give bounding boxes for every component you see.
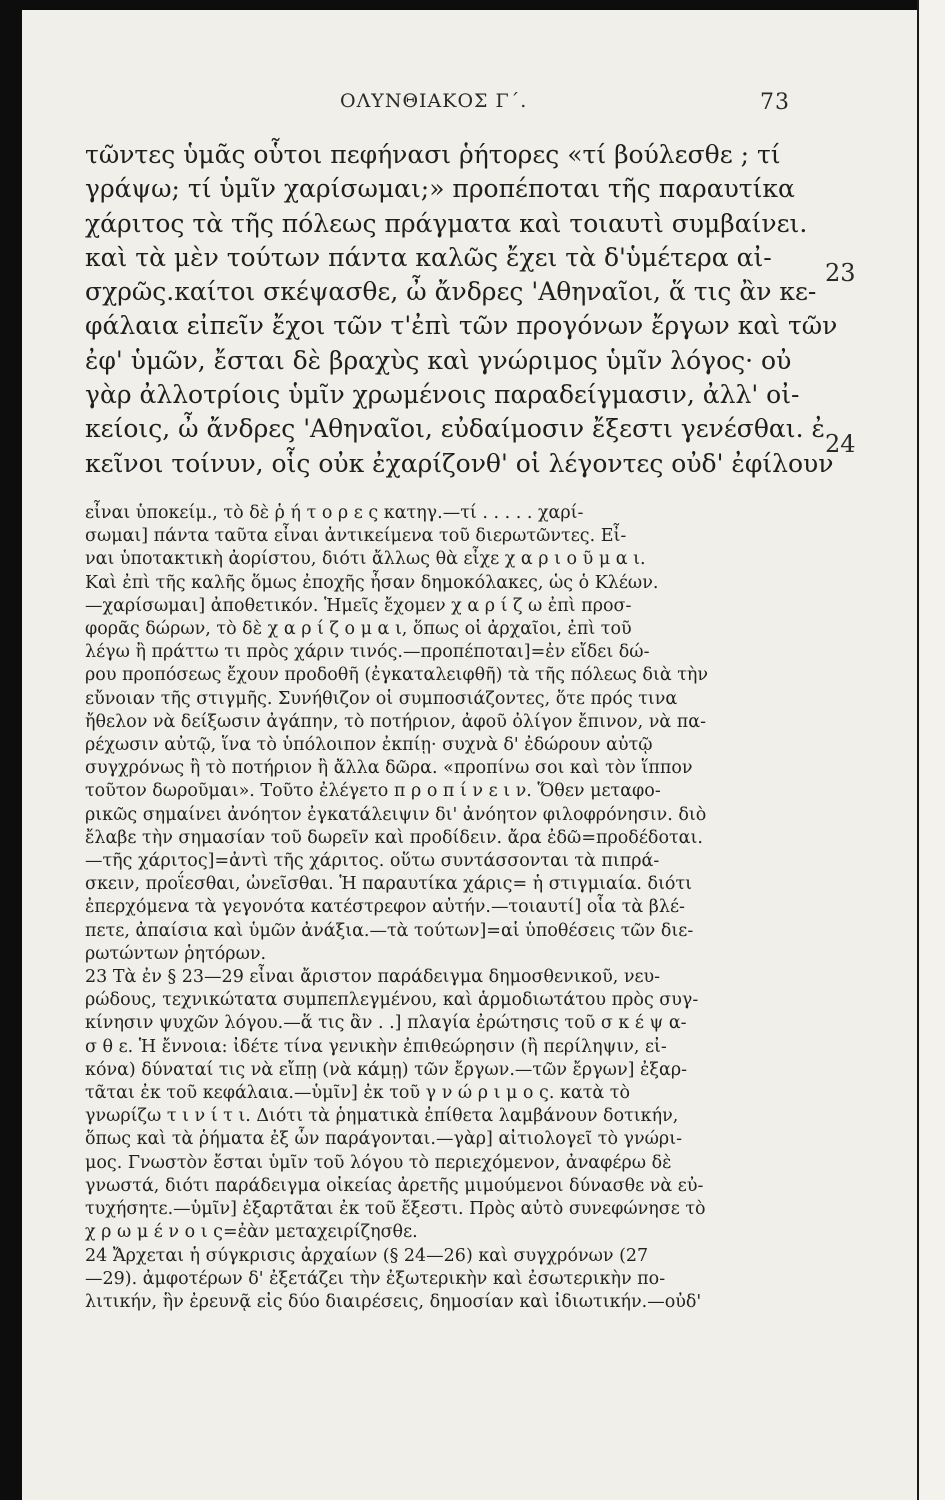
running-title: ΟΛΥΝΘΙΑΚΟΣ Γ΄. [340,90,528,112]
note-line: ναι ὑποτακτικὴ ἀορίστου, διότι ἄλλως θὰ εἶχε χ α ρ ι ο ῦ μ α ι. [85,549,646,570]
note-line: ὅπως καὶ τὰ ῥήματα ἐξ ὧν παράγονται.—γὰρ] αἰτιολογεῖ τὸ γνώρι- [85,1129,682,1150]
running-header [22,90,920,120]
note-line: λιτικήν, ἣν ἐρευνᾷ εἰς δύο διαιρέσεις, δημοσίαν καὶ ἰδιωτικήν.—οὐδ' [85,1291,702,1312]
text-line: καὶ τὰ μὲν τούτων πάντα καλῶς ἔχει τὰ δ'ὑμέτερα αἰ- [85,242,772,272]
note-line: τοῦτον δωροῦμαι». Τοῦτο ἐλέγετο π ρ ο π ί ν ε ι ν. Ὅθεν μεταφο- [85,781,661,802]
note-line: ἔλαβε τὴν σημασίαν τοῦ δωρεῖν καὶ προδίδειν. ἄρα ἐδῶ=προδέδοται. [85,827,703,848]
note-line: συγχρόνως ἢ τὸ ποτήριον ἢ ἄλλα δῶρα. «προπίνω σοι καὶ τὸν ἵππον [85,758,693,779]
note-line: τᾶται ἐκ τοῦ κεφάλαια.—ὑμῖν] ἐκ τοῦ γ ν ώ ρ ι μ ο ς. κατὰ τὸ [85,1083,630,1104]
note-line: ρέχωσιν αὐτῷ, ἵνα τὸ ὑπόλοιπον ἐκπίῃ· συχνὰ δ' ἐδώρουν αὐτῷ [85,735,653,756]
note-line: Καὶ ἐπὶ τῆς καλῆς ὅμως ἐποχῆς ἦσαν δημοκόλακες, ὡς ὁ Κλέων. [85,572,659,593]
text-line: τῶντες ὑμᾶς οὗτοι πεφήνασι ῥήτορες «τί βούλεσθε ; τί [85,140,781,169]
section-number-24: 24 [825,430,856,458]
note-line: γνωστά, διότι παράδειγμα οἰκείας ἀρετῆς μιμούμενοι δύνασθε νὰ εὐ- [85,1175,704,1196]
page-edge [917,0,945,1500]
note-line: ρώδους, τεχνικώτατα συμπεπλεγμένου, καὶ ἁρμοδιωτάτου πρὸς συγ- [85,990,699,1011]
text-line: κεῖνοι τοίνυν, οἷς οὐκ ἐχαρίζονθ' οἱ λέγοντες οὐδ' ἐφίλουν [85,448,834,478]
note-line: —29). ἀμφοτέρων δ' ἐξετάζει τὴν ἐξωτερικὴν καὶ ἐσωτερικὴν πο- [85,1268,666,1289]
note-line: ρωτώντων ῥητόρων. [85,943,267,964]
note-line: γνωρίζω τ ι ν ί τ ι. Διότι τὰ ῥηματικὰ ἐπίθετα λαμβάνουν δοτικήν, [85,1106,679,1127]
note-line: 24 Ἄρχεται ἡ σύγκρισις ἀρχαίων (§ 24—26) καὶ συγχρόνων (27 [85,1245,649,1266]
note-line: σ θ ε. Ἡ ἔννοια: ἰδέτε τίνα γενικὴν ἐπιθεώρησιν (ἢ περίληψιν, εἰ- [85,1036,667,1057]
note-line: σωμαι] πάντα ταῦτα εἶναι ἀντικείμενα τοῦ διερωτῶντες. Εἶ- [85,526,627,547]
note-line: κόνα) δύναταί τις νὰ εἴπῃ (νὰ κάμῃ) τῶν ἔργων.—τῶν ἔργων] ἐξαρ- [85,1059,688,1080]
book-page [22,10,920,1500]
text-line: φάλαια εἰπεῖν ἔχοι τῶν τ'ἐπὶ τῶν προγόνων ἔργων καὶ τῶν [85,311,838,341]
page-number: 73 [760,90,790,115]
note-line: εὔνοιαν τῆς στιγμῆς. Συνήθιζον οἱ συμποσιάζοντες, ὅτε πρός τινα [85,688,678,709]
note-line: ρου προπόσεως ἔχουν προδοθῆ (ἐγκαταλειφθῆ) τὰ τῆς πόλεως διὰ τὴν [85,665,709,686]
text-line: γράψω; τί ὑμῖν χαρίσωμαι;» προπέποται τῆς παραυτίκα [85,174,795,204]
note-line: φορᾶς δώρων, τὸ δὲ χ α ρ ί ζ ο μ α ι, ὅπως οἱ ἀρχαῖοι, ἐπὶ τοῦ [85,619,632,640]
note-line: τυχήσητε.—ὑμῖν] ἐξαρτᾶται ἐκ τοῦ ἔξεστι. Πρὸς αὐτὸ συνεφώνησε τὸ [85,1199,706,1220]
section-number-23: 23 [825,259,856,287]
note-line: μος. Γνωστὸν ἔσται ὑμῖν τοῦ λόγου τὸ περιεχόμενον, ἀναφέρω δὲ [85,1152,672,1173]
text-line: χάριτος τὰ τῆς πόλεως πράγματα καὶ τοιαυτὶ συμβαίνει. [85,208,808,238]
note-line: ἤθελον νὰ δείξωσιν ἀγάπην, τὸ ποτήριον, ἀφοῦ ὀλίγον ἔπινον, νὰ πα- [85,711,707,732]
text-line: ἐφ' ὑμῶν, ἔσται δὲ βραχὺς καὶ γνώριμος ὑμῖν λόγος· οὐ [85,345,792,375]
main-greek-text [85,138,838,481]
text-line: κείοις, ὦ ἄνδρες 'Αθηναῖοι, εὐδαίμοσιν ἔξεστι γενέσθαι. ἐ [85,414,825,444]
note-line: εἶναι ὑποκείμ., τὸ δὲ ῥ ή τ ο ρ ε ς κατηγ.—τί . . . . . χαρί- [85,503,584,523]
note-line: ἐπερχόμενα τὰ γεγονότα κατέστρεφον αὐτήν.—τοιαυτί] οἷα τὰ βλέ- [85,897,685,918]
note-line: —τῆς χάριτος]=ἀντὶ τῆς χάριτος. οὕτω συντάσσονται τὰ πιπρά- [85,851,660,872]
note-line: —χαρίσωμαι] ἀποθετικόν. Ἡμεῖς ἔχομεν χ α ρ ί ζ ω ἐπὶ προσ- [85,595,632,616]
note-line: κίνησιν ψυχῶν λόγου.—ἅ τις ἂν . .] πλαγία ἐρώτησις τοῦ σ κ έ ψ α- [85,1013,687,1034]
note-line: χ ρ ω μ έ ν ο ι ς=ἐὰν μεταχειρίζησθε. [85,1222,418,1243]
note-line: 23 Τὰ ἐν § 23—29 εἶναι ἄριστον παράδειγμα δημοσθενικοῦ, νευ- [85,967,661,988]
commentary-notes [85,502,835,1314]
note-line: ρικῶς σημαίνει ἀνόητον ἐγκατάλειψιν δι' ἀνόητον φιλοφρόνησιν. διὸ [85,804,707,825]
note-line: λέγω ἢ πράττω τι πρὸς χάριν τινός.—προπέποται]=ἐν εἴδει δώ- [85,642,650,663]
note-line: πετε, ἀπαίσια καὶ ὑμῶν ἀνάξια.—τὰ τούτων]=αἱ ὑποθέσεις τῶν διε- [85,920,694,941]
text-line: γὰρ ἀλλοτρίοις ὑμῖν χρωμένοις παραδείγμασιν, ἀλλ' οἰ- [85,380,800,410]
note-line: σκειν, προΐεσθαι, ὠνεῖσθαι. Ἡ παραυτίκα χάρις= ἡ στιγμιαία. διότι [85,874,693,895]
text-line: σχρῶς.καίτοι σκέψασθε, ὦ ἄνδρες 'Αθηναῖοι, ἅ τις ἂν κε- [85,277,817,307]
